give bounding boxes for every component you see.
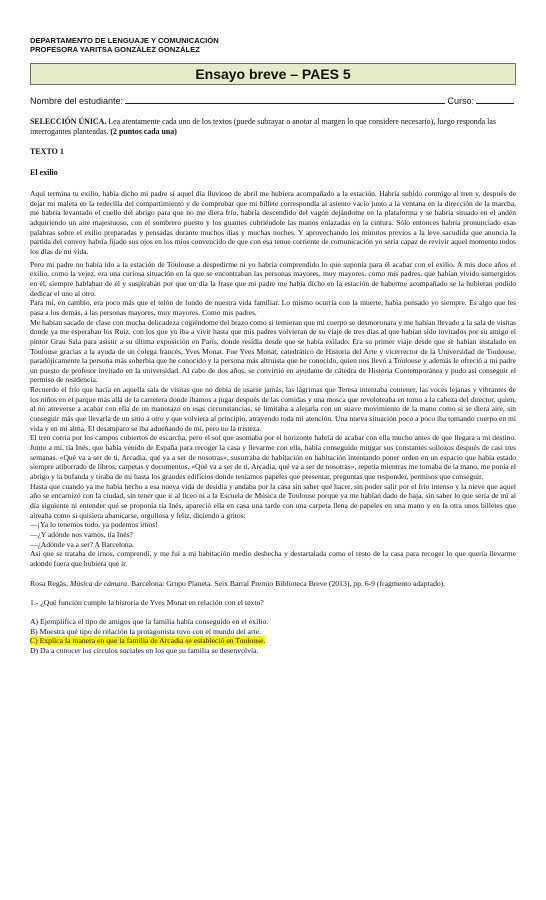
source-citation: [30, 579, 516, 589]
option-a[interactable]: A) Ejemplifica el tipo de amigos que la familia había conseguido en el exilio.: [30, 617, 269, 627]
dialogue-line: —¡Ya lo tenemos todo, ya podemos irnos!: [30, 520, 158, 530]
paragraph: Para mí, en cambio, era poco más que el telón de fondo de nuestra vida familiar. Lo mismo ocurría con la muerte, había pensado yo siempre. Es algo que les pasa a los demás, a las personas mayores, muy mayores. Como mis padres.: [30, 298, 516, 317]
instructions-text: Lea atentamente cada uno de los textos (puede subrayar o anotar al margen lo que considere necesario), luego responda las interrogantes planteadas.: [30, 117, 496, 136]
paragraph: El tren corría por los campos cubiertos de escarcha, pero el sol que asomaba por el horizonte habría de acabar con ella mucho antes de que llegara a mi destino. Junto a mí, tía Inés, que había venido de España para recoger la casa y llevarme con ella, había conseguido mitigar sus constantes sollozos después de casi tres semanas. «Qué va a ser de ti, Arcadia, qué va a ser de nosotras», susurraba de habitación en habitación intentando poner orden en un espacio que había estado siempre atiborrado de libros, carpetas y documentos. «Qué va a ser de ti, Arcadia, qué va a ser de nosotras», repetía mientras me tomaba de la mano, me ponía el abrigo y la bufanda y tiraba de mí hasta los grandes edificios donde teníamos papeles que presentar, preguntas que responder, permisos que conseguir.: [30, 433, 516, 482]
instructions: [30, 117, 516, 137]
option-c-highlighted[interactable]: [30, 636, 516, 646]
option-d[interactable]: D) Da a conocer los círculos sociales en los que su familia se desenvolvía.: [30, 646, 259, 656]
paragraph: Hasta que cuando ya me había hecho a esa nueva vida de desidia y andaba por la casa sin saber qué hacer, sin poder salir por el frío intenso y la nieve que aquel año se encarnizó con la ciudad, sin tener que ir al liceo ni a la Escuela de Música de Toulouse porque ya me habían dado de baja, sin saber lo que sería de mí al día siguiente ni entender qué se proponía tía Inés, apareció ella en casa una tarde con una carpeta llena de papeles en una mano y en la otra unos billetes que aireaba como si quisiera abanicarse, orgullosa y feliz, diciendo a gritos:: [30, 481, 516, 520]
paragraph: Recuerdo el frío que hacía en aquella sala de visitas que no debía de usarse jamás, las lágrimas que Teresa intentaba contener, las voces lejanas y vibrantes de los niños en el parque más allá de la carretera donde íbamos a jugar después de las comidas y una mosca que revoloteaba en torno a la cabeza del director, quien, al no atreverse a acabar con ella de un manotazo en esas circunstancias, se limitaba a alejarla con un suave movimiento de la mano como si se diera aire, sin conseguir más que llevarla de un sitio a otro y que volviera al principio, atrayendo toda mi atención. Una nueva situación poco a poco iba tomando cuerpo en mi vida y en mi alma. El desamparo se iba adueñando de mí, pero no la tristeza.: [30, 385, 516, 433]
paragraph: Pero mi padre no había ido a la estación de Toulouse a despedirme ni yo habría comprendido lo que suponía para él acabar con el exilio. A mis doce años el exilio, como la vejez, era una curiosa situación en la que se encontraban las personas mayores, muy mayores, como mis padres, que habían vivido sumergidos en él, siempre hablaban de él y suspiraban por que un día la frase que mi padre me había dicho en la estación de haberme acompañado se la hubieran podido dedicar el uno al otro.: [30, 259, 516, 298]
paragraph: Así que se trataba de irnos, comprendí, y me fui a mi habitación medio deshecha y destartalada como el resto de la casa para recoger lo que quería llevarme adonde fuera que hubiera que ir.: [30, 549, 516, 568]
name-label: Nombre del estudiante:: [30, 96, 124, 106]
name-blank-line[interactable]: [125, 95, 445, 104]
dialogue-line: —¿Adónde va a ser? A Barcelona.: [30, 539, 134, 549]
paragraph: Aquí termina tu exilio, había dicho mi padre si aquel día lluvioso de abril me hubiera acompañado a la estación. Habría subido conmigo al tren y, después de dejar mi maleta en la redecilla del compartimiento y de comprobar que mi billete correspondía al asiento vacío junto a la ventana en la dirección de la marcha, me habría levantado el cuello del abrigo para que no me diera frío, habría descendido del vagón dejándome en la plataforma y se habría situado en el andén adquiriendo un aire majestuoso, con el sombrero puesto y los guantes cubriéndole las manos enlazadas en la cintura. Sólo entonces habría pronunciado esas palabras sobre el exilio preparadas y pensadas durante muchos días y muchas noches. Y aprovechando los minutos previos a la leve sacudida que anuncia la partida del convoy habría fijado sus ojos en los míos convencido de que con esa tenue corriente de comunicación yo sería capaz de revivir aquel momento todos los días de mi vida.: [30, 189, 516, 256]
option-c-text: C) Explica la manera en que la familia de Arcadia se estableció en Toulouse.: [30, 636, 266, 646]
dialogue-line: —¿Y adónde nos vamos, tía Inés?: [30, 529, 133, 539]
reading-text: [30, 189, 516, 569]
instructions-lead: SELECCIÓN ÚNICA.: [30, 117, 107, 126]
exam-title: Ensayo breve – PAES 5: [195, 66, 351, 82]
answer-options: [30, 617, 516, 655]
source-details: . Barcelona: Grupo Planeta. Seix Barral Premio Biblioteca Breve (2013), pp. 6-9 (fragmento adaptado).: [127, 578, 446, 588]
instructions-points: (2 puntos cada una): [110, 127, 177, 136]
question-1: 1.- ¿Qué función cumple la historia de Yves Monat en relación con el texto?: [30, 598, 264, 608]
course-label: Curso:: [447, 96, 474, 106]
option-b[interactable]: B) Muestra qué tipo de relación la protagonista tuvo con el mundo del arte.: [30, 626, 261, 636]
section-label: TEXTO 1: [30, 147, 64, 156]
source-author: Rosa Regàs,: [30, 578, 70, 588]
course-blank-line[interactable]: [476, 95, 514, 104]
text-title: El exilio: [30, 168, 58, 177]
teacher-name: PROFESORA YARITSA GONZÁLEZ GONZÁLEZ: [30, 45, 200, 54]
student-info-row: [30, 95, 516, 106]
source-work: Música de cámara: [69, 578, 128, 588]
department-name: DEPARTAMENTO DE LENGUAJE Y COMUNICACIÓN: [30, 36, 219, 45]
exam-title-box: [30, 63, 516, 85]
paragraph: Me habían sacado de clase con mucha delicadeza cogiéndome del brazo como si temieran que mi cuerpo se desmoronara y me habían llevado a la sala de visitas donde ya me esperaban los Ruiz, con los que yo iba a vivir hasta que mis padres volvieran de su viaje de tres días al que habían sido invitados por su amigo el pintor Grau Sala para asistir a su última exposición en París, donde residía desde que se había exilado. Era su primer viaje desde que se habían instalado en Toulouse gracias a la ayuda de un colega francés, Yves Monat. Fue Yves Monat, catedrático de Historia del Arte y vicerrector de la Universidad de Toulouse, paradójicamente la persona más soberbia que he conocido y la persona más altruista que he conocido, quien nos llevó a Toulouse y además le ofreció a mi padre un puesto de profesor invitado en la universidad. Al cabo de dos años, se convirtió en ayudante de cátedra de Historia Contemporánea y pudo así conseguir el permiso de residencia.: [30, 317, 516, 385]
